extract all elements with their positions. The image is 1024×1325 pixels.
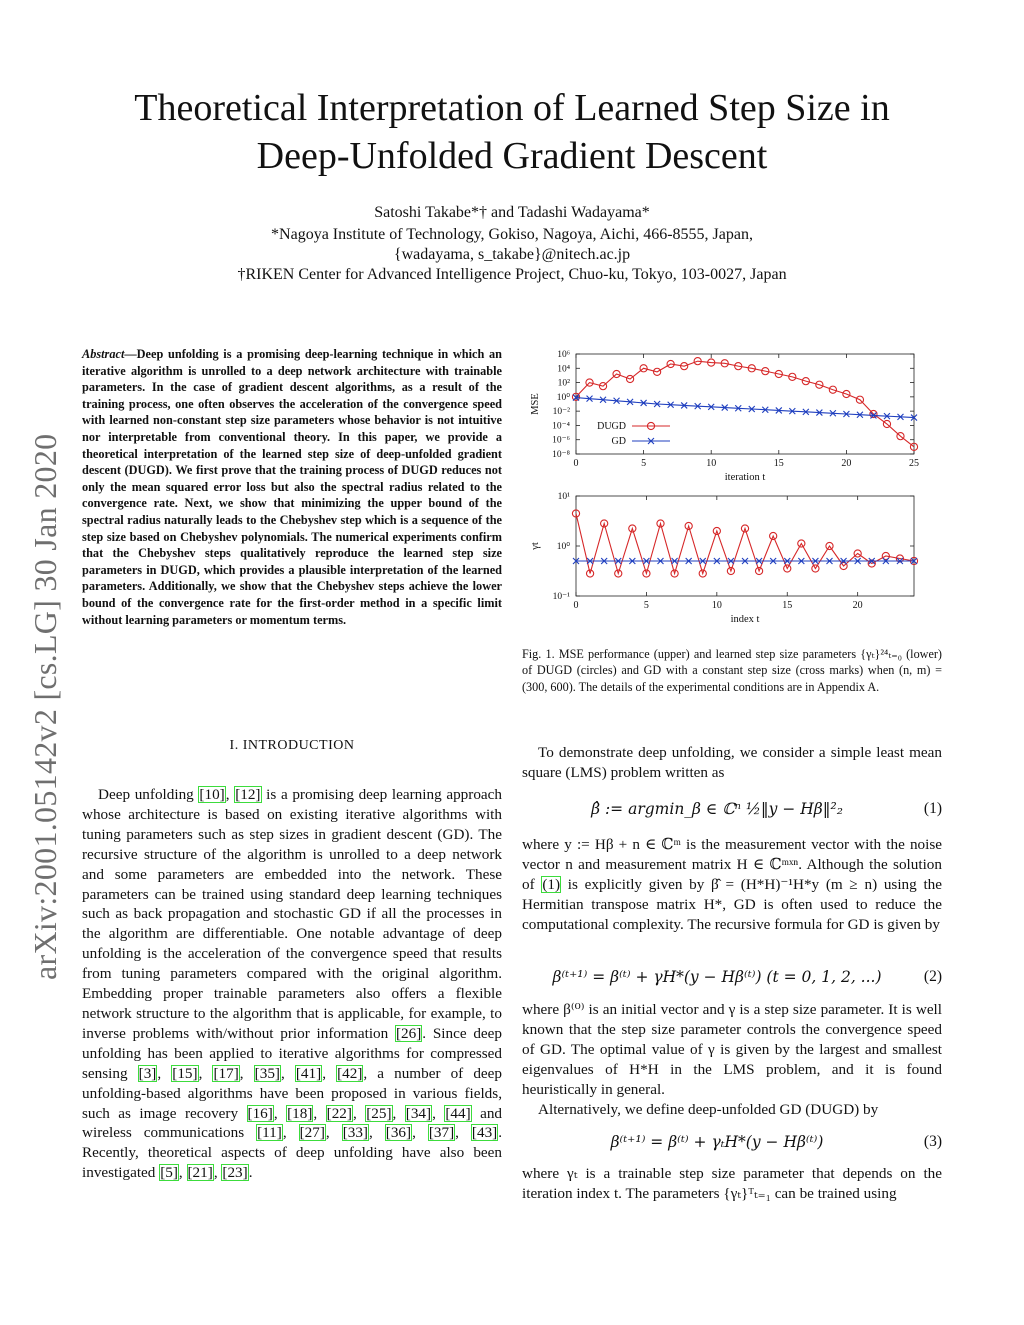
x-tick-label: 0	[573, 600, 579, 611]
text-run: Deep unfolding	[98, 786, 199, 803]
intro-paragraph	[82, 785, 502, 1183]
paragraph: where β⁽⁰⁾ is an initial vector and γ is a step size parameter. It is well known that the step size parameter controls the convergence speed of GD. The optimal value of γ is given by the largest and smallest eigenvalues of H*H in the LMS problem, and it is found heuristically in general.	[522, 1001, 942, 1098]
paper-title	[60, 84, 964, 180]
equation-number: (3)	[923, 1133, 942, 1150]
figure-caption: Fig. 1. MSE performance (upper) and learned step size parameters {γₜ}²⁴ₜ₌₀ (lower) of DUGD (circles) and GD with a constant step size (cross marks) when (n, m) = (300, 600). The details of the experimental conditions are in Appendix A.	[522, 647, 942, 694]
citation-link[interactable]: [36]	[385, 1124, 412, 1142]
citation-link[interactable]: [41]	[295, 1064, 322, 1082]
x-tick-label: 5	[643, 600, 649, 611]
arxiv-side-label: arXiv:2001.05142v2 [cs.LG] 30 Jan 2020	[27, 433, 63, 980]
y-tick-label: 10¹	[557, 492, 570, 502]
y-axis-label: MSE	[530, 393, 541, 415]
x-tick-label: 15	[773, 458, 784, 469]
text-run: ,	[322, 1064, 337, 1082]
y-tick-label: 10⁻⁶	[552, 435, 570, 446]
x-tick-label: 15	[782, 600, 793, 611]
citation-link[interactable]: [35]	[254, 1064, 280, 1082]
paragraph: Alternatively, we define deep-unfolded GD (DUGD) by	[538, 1100, 879, 1118]
x-tick-label: 20	[841, 458, 852, 469]
series-line-dugd	[576, 514, 914, 574]
text-run: ,	[178, 1164, 187, 1182]
equation-number: (2)	[923, 968, 942, 985]
citation-link[interactable]: [12]	[235, 786, 261, 803]
text-run: ,	[392, 1104, 405, 1122]
right-paragraph-3	[522, 1000, 942, 1119]
figure-1	[522, 344, 942, 634]
affiliation-nagoya: *Nagoya Institute of Technology, Gokiso, Nagoya, Aichi, 466-8555, Japan,	[271, 226, 753, 243]
x-tick-label: 25	[909, 458, 919, 469]
equation-number: (1)	[923, 800, 942, 817]
paragraph: where γₜ is a trainable step size parameter that depends on the iteration index t. The parameters {γₜ}ᵀₜ₌₁ can be trained using	[522, 1165, 942, 1202]
citation-link[interactable]: [21]	[187, 1164, 213, 1182]
text-run: ,	[213, 1164, 222, 1182]
step-size-chart	[530, 492, 918, 625]
text-run: ,	[369, 1124, 385, 1142]
citation-link[interactable]: [34]	[405, 1104, 432, 1122]
x-axis-label: index t	[730, 614, 760, 625]
y-tick-label: 10⁻⁴	[552, 421, 570, 432]
citation-link[interactable]: [10]	[199, 786, 225, 803]
title-line-1: Theoretical Interpretation of Learned Step Size in	[134, 87, 890, 129]
text-run: ,	[198, 1064, 213, 1082]
right-paragraph-4	[522, 1164, 942, 1204]
citation-link[interactable]: [22]	[326, 1104, 352, 1122]
mse-chart	[530, 350, 919, 483]
citation-link[interactable]: [33]	[342, 1124, 368, 1142]
intro-column-left	[82, 785, 502, 1183]
y-tick-label: 10⁶	[557, 350, 570, 360]
paragraph: To demonstrate deep unfolding, we consider a simple least mean square (LMS) problem written as	[522, 744, 942, 781]
text-run: .	[248, 1164, 253, 1182]
text-run: ,	[412, 1124, 428, 1142]
text-run: where y := Hβ + n ∈ ℂᵐ is the measurement vector with the noise vector n and measurement matrix H ∈ ℂᵐˣⁿ. Although the solution of	[522, 836, 942, 893]
text-run: ,	[273, 1104, 287, 1122]
section-heading-introduction: I. INTRODUCTION	[229, 738, 355, 753]
y-tick-label: 10⁰	[556, 542, 570, 552]
x-tick-label: 10	[711, 600, 722, 611]
y-tick-label: 10⁻²	[552, 407, 570, 418]
citation-link[interactable]: [44]	[445, 1104, 471, 1122]
text-run: . Since deep unfolding has been applied to iterative algorithms for compressed sensing	[82, 1024, 503, 1082]
citation-link[interactable]: [15]	[172, 1064, 198, 1082]
equation-1	[522, 800, 942, 818]
x-tick-label: 0	[573, 458, 579, 469]
citation-link[interactable]: [27]	[299, 1124, 325, 1142]
text-run: ,	[325, 1124, 342, 1142]
right-paragraph-1	[522, 743, 942, 783]
text-run: ,	[239, 1064, 254, 1082]
x-axis-label: iteration t	[724, 472, 766, 483]
citation-link[interactable]: [42]	[337, 1064, 363, 1082]
y-tick-label: 10⁻⁸	[552, 450, 570, 460]
y-tick-label: 10⁻¹	[552, 592, 570, 602]
equation-body: β⁽ᵗ⁺¹⁾ = β⁽ᵗ⁾ + γH*(y − Hβ⁽ᵗ⁾) (t = 0, 1, 2, ...)	[552, 968, 882, 986]
equation-link[interactable]: (1)	[542, 875, 561, 893]
paragraph	[522, 835, 942, 935]
abstract	[82, 346, 502, 628]
equation-2	[522, 968, 942, 986]
y-tick-label: 10⁴	[557, 364, 570, 375]
y-tick-label: 10²	[557, 378, 570, 389]
citation-link[interactable]: [17]	[213, 1064, 239, 1082]
right-paragraph-2	[522, 835, 942, 935]
equation-body: β⁽ᵗ⁺¹⁾ = β⁽ᵗ⁾ + γₜH*(y − Hβ⁽ᵗ⁾)	[610, 1133, 824, 1151]
text-run: . Recently, theoretical aspects of deep unfolding have also been investigated	[82, 1124, 503, 1182]
citation-link[interactable]: [3]	[138, 1064, 157, 1082]
legend-label: GD	[611, 436, 626, 447]
citation-link[interactable]: [26]	[395, 1024, 422, 1042]
abstract-lead: Abstract	[82, 347, 125, 361]
equation-3	[522, 1133, 942, 1151]
text-run: is explicitly given by β̂ = (H*H)⁻¹H*y (m ≥ n) using the Hermitian transpose matrix H*, GD is often used to reduce the computational complexity. The recursive formula for GD is given by	[522, 875, 943, 933]
legend-label: DUGD	[597, 421, 626, 432]
citation-link[interactable]: [5]	[160, 1164, 178, 1182]
citation-link[interactable]: [18]	[287, 1104, 313, 1122]
text-run: ,	[157, 1064, 172, 1082]
x-tick-label: 10	[706, 458, 717, 469]
y-axis-label: γt	[530, 542, 541, 550]
equation-body: β̂ := argmin_β ∈ ℂⁿ ½‖y − Hβ‖²₂	[591, 800, 843, 818]
abstract-text: —Deep unfolding is a promising deep-learning technique in which an iterative algorithm is unrolled to a deep network architecture with trainable parameters. In the case of gradient descent algorithms, as a result of the training process, one often observes the acceleration of the convergence speed with learned non-constant step size parameters whose behavior is not intuitive nor interpretable from conventional theory. In this paper, we provide a theoretical interpretation of the learned step size of deep-unfolded gradient descent (DUGD). We first prove that the training process of DUGD reduces not only the mean squared error loss but also the spectral radius related to the convergence rate. Next, we show that minimizing the upper bound of the spectral radius naturally leads to the Chebyshev step which is a sequence of the step size based on Chebyshev polynomials. The numerical experiments confirm that the Chebyshev steps qualitatively reproduce the learned step size parameters in DUGD, which provides a plausible interpretation of the learned parameters. Additionally, we show that the Chebyshev steps achieve the lower bound of the convergence rate for the first-order method in a specific limit without learning parameters or momentum terms.	[82, 347, 502, 627]
citation-link[interactable]: [16]	[247, 1104, 273, 1122]
title-line-2: Deep-Unfolded Gradient Descent	[256, 135, 768, 177]
author-emails: {wadayama, s_takabe}@nitech.ac.jp	[393, 246, 631, 263]
citation-link[interactable]: [23]	[222, 1164, 248, 1182]
text-run: ,	[280, 1064, 295, 1082]
text-run: and wireless communications	[82, 1104, 503, 1142]
citation-link[interactable]: [43]	[471, 1124, 498, 1142]
text-run: is a promising deep learning approach whose architecture is based on existing iterative algorithms with tuning parameters such as step sizes in gradient descent (GD). The recursive structure of the algorithm is unrolled to a deep network and some parameters are embedded into the network. These parameters can be trained using standard deep learning techniques such as back propagation and stochastic GD if all the processes in the algorithm are differentiable. One notable advantage of deep unfolding is the acceleration of the convergence speed that results from tuning parameters compared with the original algorithm. Embedding proper trainable parameters also offers a flexible network structure to the algorithm that is applicable, for example, to inverse problems with/without prior information	[82, 786, 502, 1042]
citation-link[interactable]: [37]	[428, 1124, 455, 1142]
text-run: , a number of deep unfolding-based algorithms have been proposed in various fields, such as image recovery	[82, 1064, 503, 1122]
text-run: ,	[282, 1124, 299, 1142]
citation-link[interactable]: [11]	[257, 1124, 282, 1142]
citation-link[interactable]: [25]	[366, 1104, 392, 1122]
author-names: Satoshi Takabe*† and Tadashi Wadayama*	[374, 204, 650, 221]
x-tick-label: 20	[852, 600, 863, 611]
text-run: ,	[225, 786, 235, 803]
text-run: ,	[352, 1104, 366, 1122]
y-tick-label: 10⁰	[556, 392, 570, 403]
x-tick-label: 5	[641, 458, 647, 469]
affiliation-riken: †RIKEN Center for Advanced Intelligence Project, Chuo-ku, Tokyo, 103-0027, Japan	[237, 266, 787, 283]
text-run: ,	[432, 1104, 445, 1122]
text-run: ,	[455, 1124, 471, 1142]
text-run: ,	[313, 1104, 326, 1122]
